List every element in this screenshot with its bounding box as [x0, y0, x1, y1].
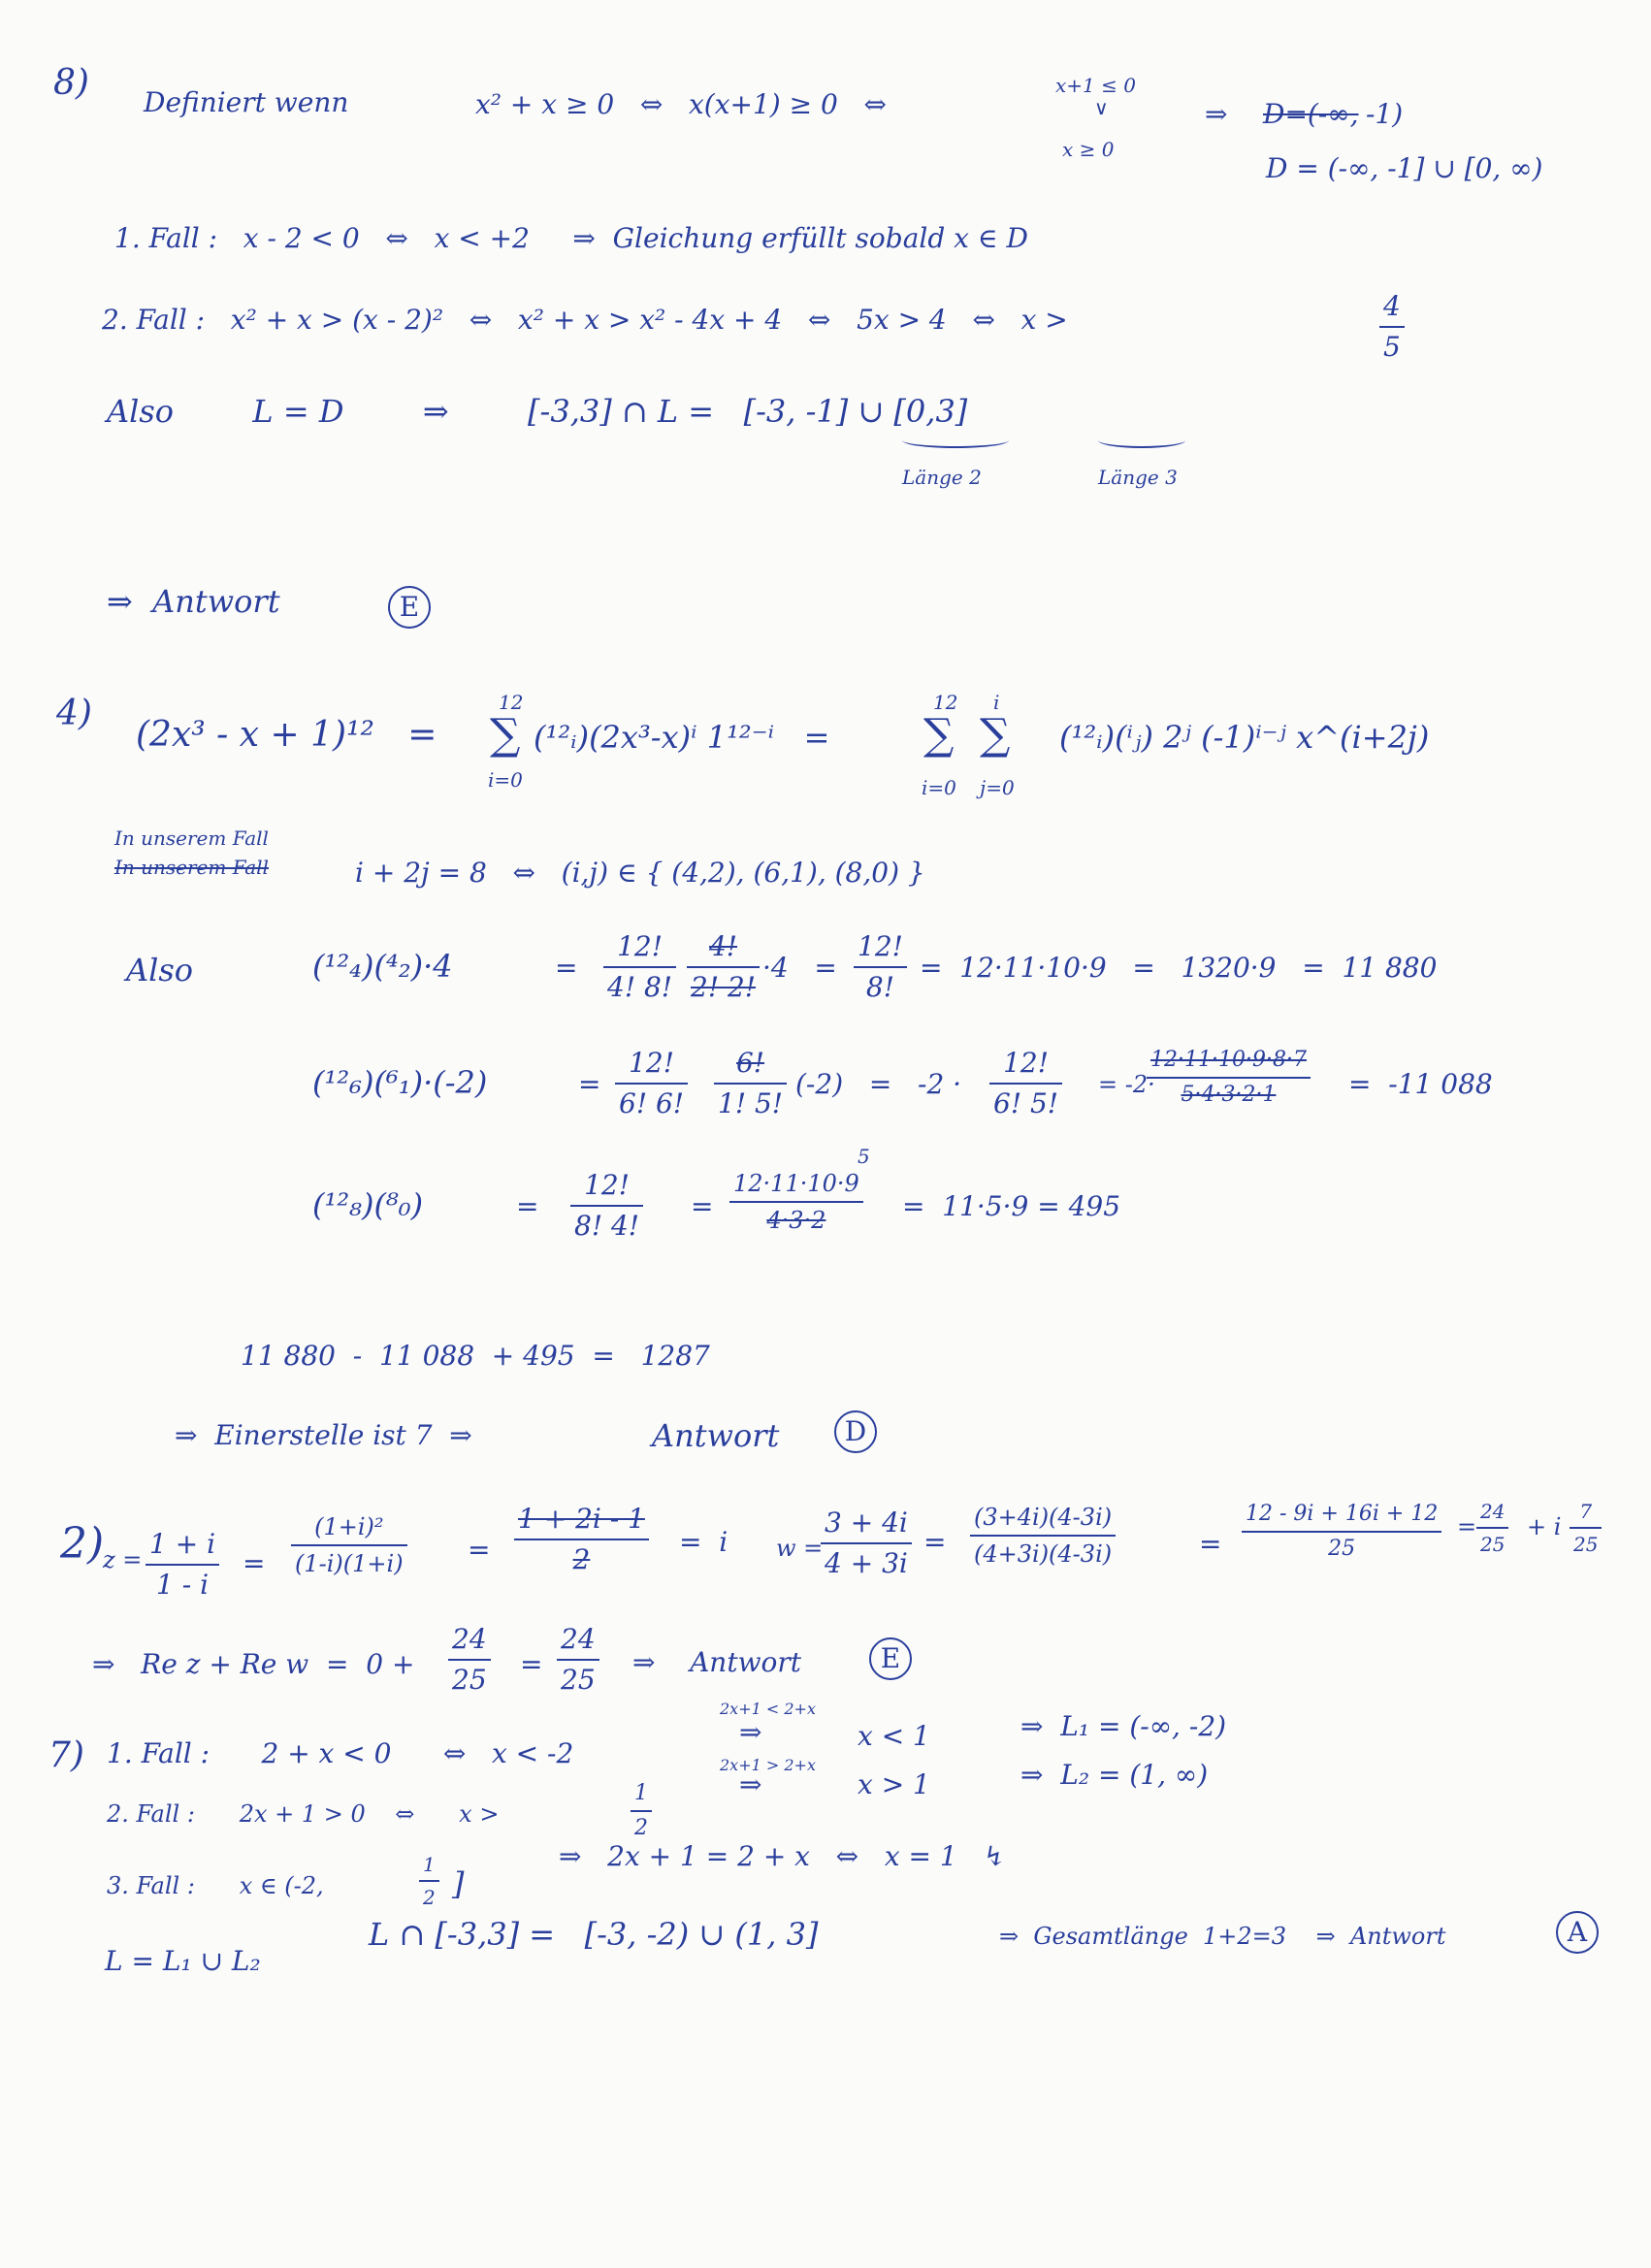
- p2-z-label: z =: [103, 1546, 143, 1573]
- p4-sum2-lower: i=0: [922, 776, 956, 799]
- p4-also: Also: [126, 952, 194, 988]
- p7-case2-x: x > 1: [858, 1768, 930, 1800]
- p2-frac8: 7 25: [1570, 1502, 1602, 1554]
- p8-underline-1: [902, 433, 1009, 448]
- p2-eq4: =: [923, 1526, 947, 1558]
- p8-length-3: Länge 3: [1098, 466, 1178, 489]
- p2-eq2: =: [468, 1534, 491, 1566]
- p8-line1-math: x² + x ≥ 0 ⇔ x(x+1) ≥ 0 ⇔: [475, 88, 887, 120]
- p2-frac7: 24 25: [1476, 1502, 1508, 1554]
- p2-answer-text: ⇒ Antwort: [632, 1646, 802, 1678]
- p4-row3-binom: (¹²₈)(⁸₀): [312, 1186, 424, 1223]
- p7-case1: 1. Fall : 2 + x < 0 ⇔ x < -2: [107, 1737, 574, 1769]
- problem-number-8: 8): [53, 63, 89, 103]
- p4-row3-cancel-note: 5: [858, 1145, 870, 1168]
- p7-case2: 2. Fall : 2x + 1 > 0 ⇔ x >: [107, 1800, 500, 1828]
- p4-note: In unserem Fall: [114, 826, 269, 850]
- p8-struck-domain: D=(-∞,: [1263, 98, 1359, 130]
- p8-frac-num: 4: [1383, 290, 1401, 322]
- p7-case3-bracket: ]: [452, 1865, 465, 1902]
- p4-row1-mult: ·4 =: [762, 952, 837, 984]
- p4-sum3-sigma: ∑: [980, 710, 1011, 760]
- p2-frac3: 1 + 2i - 1 2: [514, 1506, 649, 1573]
- p4-row2-result: = -11 088: [1348, 1068, 1493, 1100]
- p8-struck-domain-end: -1): [1366, 98, 1404, 130]
- p7-union: L = L₁ ∪ L₂: [105, 1945, 261, 1977]
- p4-row2-mult: (-2) = -2 ·: [795, 1068, 962, 1100]
- p4-sum1-sigma: ∑: [490, 710, 521, 760]
- p4-row1-eq: =: [555, 952, 578, 984]
- p7-case2-L2: ⇒ L₂ = (1, ∞): [1020, 1759, 1209, 1791]
- p2-sum-frac1: 24 25: [448, 1626, 491, 1694]
- p8-case2: 2. Fall : x² + x > (x - 2)² ⇔ x² + x > x² - 4x + 4 ⇔ 5x > 4 ⇔ x >: [102, 304, 1068, 336]
- p2-eq5: =: [1199, 1528, 1222, 1560]
- p4-row2-binom: (¹²₆)(⁶₁)·(-2): [312, 1064, 488, 1101]
- p4-row2-factor: = -2·: [1098, 1071, 1155, 1098]
- p4-row1-frac3: 12! 8!: [854, 933, 907, 1001]
- p4-row1-frac2: 4! 2! 2!: [687, 933, 760, 1001]
- p4-sum2-sigma: ∑: [923, 710, 955, 760]
- p2-z-result: = i: [679, 1526, 728, 1558]
- p8-case2-fraction: [1379, 290, 1405, 363]
- p4-note-struck: In unserem Fall: [114, 856, 269, 879]
- p2-frac6: 12 - 9i + 16i + 12 25: [1242, 1504, 1441, 1560]
- p7-case1-x: x < 1: [858, 1720, 930, 1752]
- p4-row3-frac2: 12·11·10·9 4·3·2: [729, 1172, 863, 1232]
- p7-answer-text: ⇒ Gesamtlänge 1+2=3 ⇒ Antwort: [999, 1923, 1446, 1950]
- p7-case3: 3. Fall : x ∈ (-2,: [107, 1872, 324, 1899]
- p4-lhs: (2x³ - x + 1)¹² =: [136, 715, 437, 755]
- p7-case2-arrow: ⇒: [739, 1768, 762, 1800]
- p2-answer-circle: E: [869, 1637, 912, 1680]
- p8-frac-bar: [1379, 326, 1405, 328]
- p4-sum2-upper: 12: [933, 691, 958, 714]
- p4-row2-eq: =: [578, 1068, 601, 1100]
- p7-case3-result: ⇒ 2x + 1 = 2 + x ⇔ x = 1 ↯: [559, 1840, 1006, 1872]
- p4-answer-circle: D: [834, 1410, 877, 1453]
- p2-sum-eq: =: [520, 1648, 543, 1680]
- p2-z-frac: 1 + i 1 - i: [146, 1531, 219, 1599]
- problem-number-2: 2): [60, 1519, 105, 1569]
- p8-answer-circle: E: [388, 586, 431, 629]
- p7-case2-sub: 2x+1 > 2+x: [720, 1756, 816, 1774]
- p4-expansion-1: (¹²ᵢ)(2x³-x)ⁱ 1¹²⁻ⁱ =: [534, 719, 830, 756]
- p7-case2-frac: 1 2: [631, 1783, 652, 1839]
- p7-case1-arrow: ⇒: [739, 1716, 762, 1748]
- p4-sum3-lower: j=0: [980, 776, 1015, 799]
- p4-row1-result: = 12·11·10·9 = 1320·9 = 11 880: [920, 952, 1438, 984]
- p8-or-top: x+1 ≤ 0: [1055, 74, 1136, 97]
- p2-w-label: w =: [776, 1535, 824, 1562]
- p4-sum1-lower: i=0: [488, 768, 523, 792]
- p4-expansion-2: (¹²ᵢ)(ⁱⱼ) 2ʲ (-1)ⁱ⁻ʲ x^(i+2j): [1059, 719, 1430, 756]
- p8-line1-label: Definiert wenn: [144, 86, 349, 118]
- p4-row3-eq: =: [516, 1190, 539, 1222]
- p2-w-frac: 3 + 4i 4 + 3i: [821, 1509, 912, 1577]
- p4-row1-frac1: 12! 4! 8!: [603, 933, 676, 1001]
- p8-case1: 1. Fall : x - 2 < 0 ⇔ x < +2 ⇒ Gleichung erfüllt sobald x ∈ D: [114, 222, 1028, 254]
- p7-intersection: L ∩ [-3,3] = [-3, -2) ∪ (1, 3]: [369, 1916, 819, 1953]
- p2-eq1: =: [243, 1547, 266, 1579]
- p2-plus-i: + i: [1527, 1513, 1562, 1540]
- p4-row3-result: = 11·5·9 = 495: [902, 1190, 1121, 1222]
- p8-or-bottom: x ≥ 0: [1062, 138, 1115, 161]
- p8-length-2: Länge 2: [902, 466, 982, 489]
- p4-row3-frac1: 12! 8! 4!: [570, 1172, 643, 1240]
- p4-sum1-upper: 12: [499, 691, 524, 714]
- p4-answer-word: Antwort: [652, 1417, 780, 1454]
- p4-sum3-upper: i: [993, 691, 1000, 714]
- p7-case3-frac: 1 2: [419, 1855, 439, 1907]
- p2-frac5: (3+4i)(4-3i) (4+3i)(4-3i): [970, 1506, 1116, 1566]
- p4-row3-eq2: =: [691, 1190, 714, 1222]
- p4-answer-text: ⇒ Einerstelle ist 7 ⇒: [175, 1419, 472, 1451]
- p8-implies: ⇒: [1205, 98, 1228, 130]
- p4-total: 11 880 - 11 088 + 495 = 1287: [241, 1340, 710, 1372]
- p2-sum-line: ⇒ Re z + Re w = 0 +: [92, 1648, 415, 1680]
- p8-domain: D = (-∞, -1] ∪ [0, ∞): [1266, 152, 1543, 184]
- p4-row2-frac3: 12! 6! 5!: [989, 1050, 1062, 1118]
- problem-number-4: 4): [56, 694, 92, 733]
- p8-conclusion: Also L = D ⇒ [-3,3] ∩ L = [-3, -1] ∪ [0,3]: [107, 393, 968, 430]
- p8-answer-text: ⇒ Antwort: [107, 583, 280, 620]
- problem-number-7: 7): [49, 1735, 84, 1775]
- p4-row2-frac2: 6! 1! 5!: [714, 1050, 787, 1118]
- p8-or-symbol: ∨: [1094, 96, 1109, 119]
- p4-condition: i + 2j = 8 ⇔ (i,j) ∈ { (4,2), (6,1), (8,0) }: [355, 857, 925, 889]
- p4-row2-frac1: 12! 6! 6!: [615, 1050, 688, 1118]
- p8-underline-2: [1098, 433, 1185, 448]
- p7-case1-L1: ⇒ L₁ = (-∞, -2): [1020, 1710, 1227, 1742]
- p4-row1-binom: (¹²₄)(⁴₂)·4: [312, 948, 453, 985]
- p4-row2-frac4: 12·11·10·9·8·7 5·4·3·2·1: [1147, 1050, 1311, 1106]
- p7-answer-circle: A: [1556, 1911, 1599, 1954]
- p2-sum-frac2: 24 25: [557, 1626, 599, 1694]
- p2-eq6: =: [1457, 1513, 1477, 1540]
- p7-case1-sub: 2x+1 < 2+x: [720, 1700, 816, 1718]
- p8-frac-den: 5: [1383, 331, 1401, 363]
- p2-frac2: (1+i)² (1-i)(1+i): [291, 1515, 407, 1575]
